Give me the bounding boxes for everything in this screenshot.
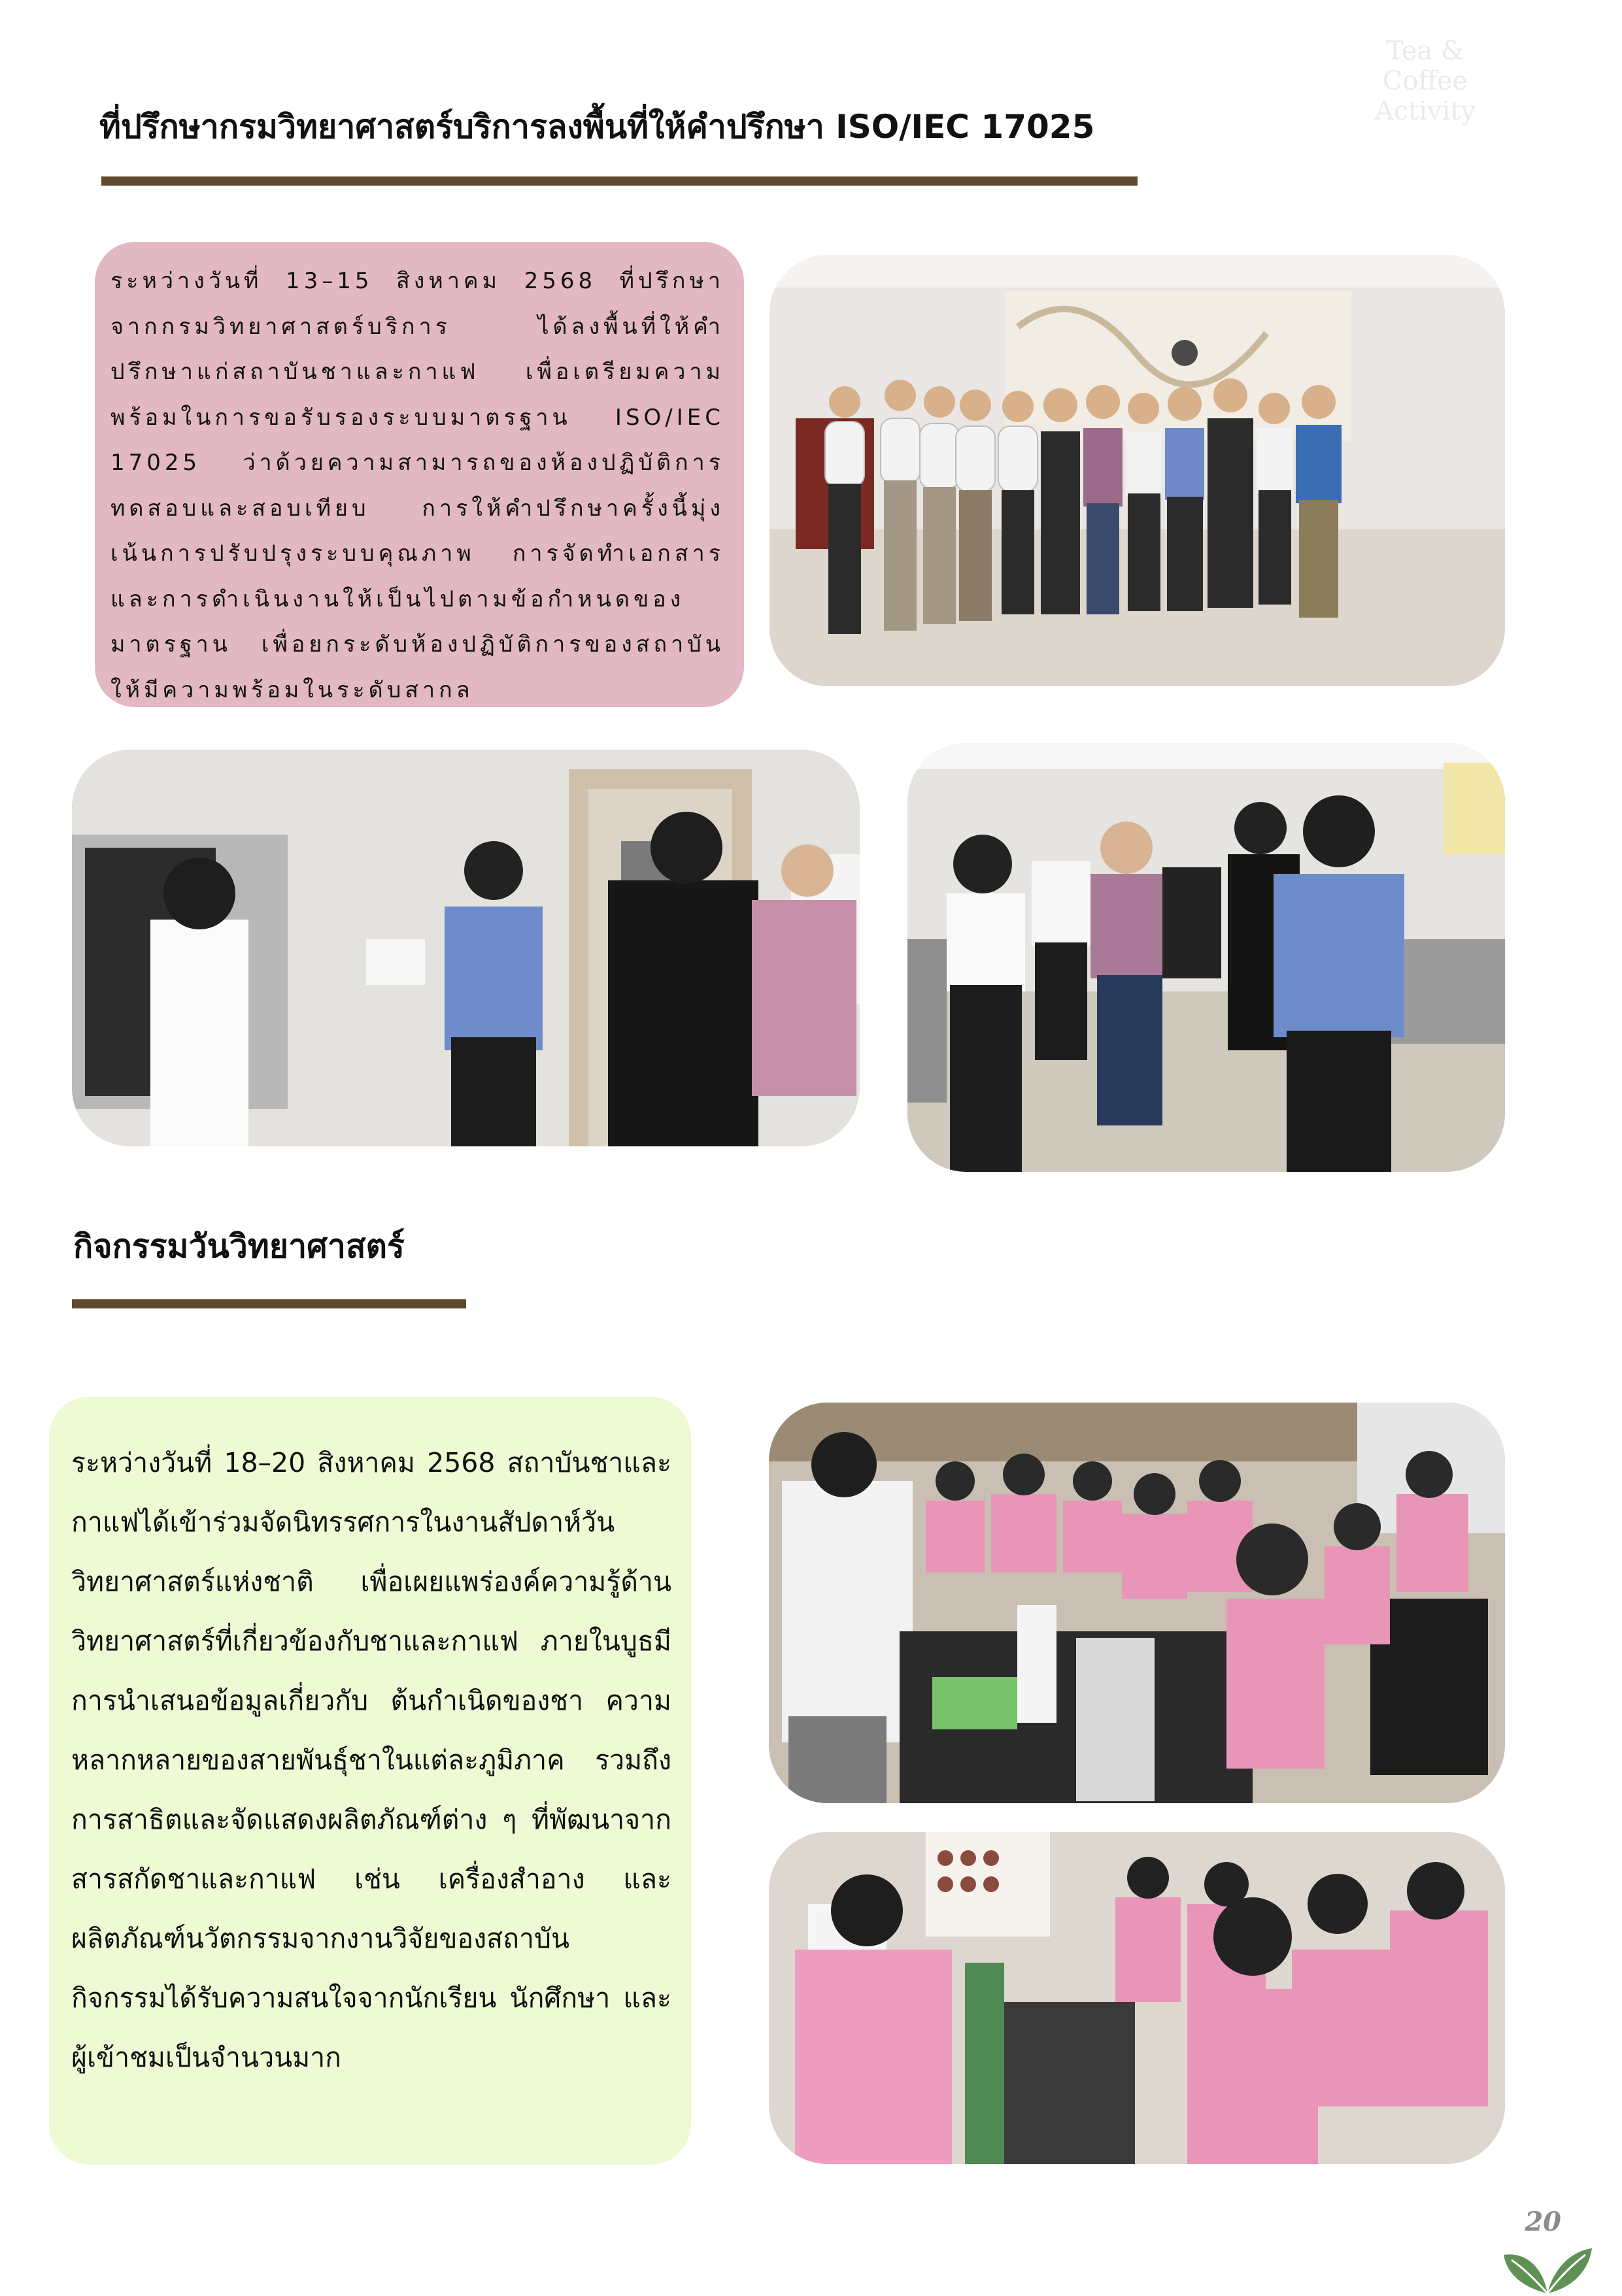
photo-science-booth-2-image	[769, 1832, 1505, 2164]
section-1-body: ระหว่างวันที่ 13–15 สิงหาคม 2568 ที่ปรึกษาจากกรมวิทยาศาสตร์บริการ ได้ลงพื้นที่ให้คำปรึกษาแก่สถาบันชาและกาแฟ เพื่อเตรียมความพร้อมในการขอรับรองระบบมาตรฐาน ISO/IEC 17025 ว่าด้วยความสามารถของห้องปฏิบัติการทดสอบและสอบเทียบ การให้คำปรึกษาครั้งนี้มุ่งเน้นการปรับปรุงระบบคุณภาพ การจัดทำเอกสาร และการดำเนินงานให้เป็นไปตามข้อกำหนดของมาตรฐาน เพื่อยกระดับห้องปฏิบัติการของสถาบันให้มีความพร้อมในระดับสากล	[110, 268, 724, 703]
section-1-rule	[101, 176, 1138, 186]
photo-science-booth-1	[769, 1403, 1505, 1803]
section-2-rule	[72, 1299, 466, 1308]
section-2-title: กิจกรรมวันวิทยาศาสตร์	[73, 1227, 405, 1265]
photo-lab-visit-1-image	[72, 750, 860, 1146]
photo-group-consultants-image	[769, 255, 1505, 686]
section-1-title: ที่ปรึกษากรมวิทยาศาสตร์บริการลงพื้นที่ให้คำปรึกษา ISO/IEC 17025	[99, 108, 1095, 146]
page-number: 20	[1525, 2206, 1561, 2237]
photo-lab-visit-2-image	[907, 743, 1505, 1172]
photo-science-booth-2	[769, 1832, 1505, 2164]
leaf-icon	[1504, 2242, 1592, 2293]
photo-lab-visit-2	[907, 743, 1505, 1172]
photo-science-booth-1-image	[769, 1403, 1505, 1803]
section-2-body: ระหว่างวันที่ 18–20 สิงหาคม 2568 สถาบันชาและกาแฟได้เข้าร่วมจัดนิทรรศการในงานสัปดาห์วันวิทยาศาสตร์แห่งชาติ เพื่อเผยแพร่องค์ความรู้ด้านวิทยาศาสตร์ที่เกี่ยวข้องกับชาและกาแฟ ภายในบูธมีการนำเสนอข้อมูลเกี่ยวกับ ต้นกำเนิดของชา ความหลากหลายของสายพันธุ์ชาในแต่ละภูมิภาค รวมถึงการสาธิตและจัดแสดงผลิตภัณฑ์ต่าง ๆ ที่พัฒนาจากสารสกัดชาและกาแฟ เช่น เครื่องสำอาง และผลิตภัณฑ์นวัตกรรมจากงานวิจัยของสถาบัน กิจกรรมได้รับความสนใจจากนักเรียน นักศึกษา และผู้เข้าชมเป็นจำนวนมาก	[71, 1447, 671, 2073]
photo-lab-visit-1	[72, 750, 860, 1146]
section-2-text-box	[49, 1397, 691, 2165]
watermark-line-1: Tea & Coffee	[1382, 36, 1468, 96]
watermark-line-2: Activity	[1374, 96, 1476, 126]
photo-group-consultants	[769, 255, 1505, 686]
section-1-text-box	[95, 242, 744, 707]
watermark	[1340, 36, 1510, 126]
